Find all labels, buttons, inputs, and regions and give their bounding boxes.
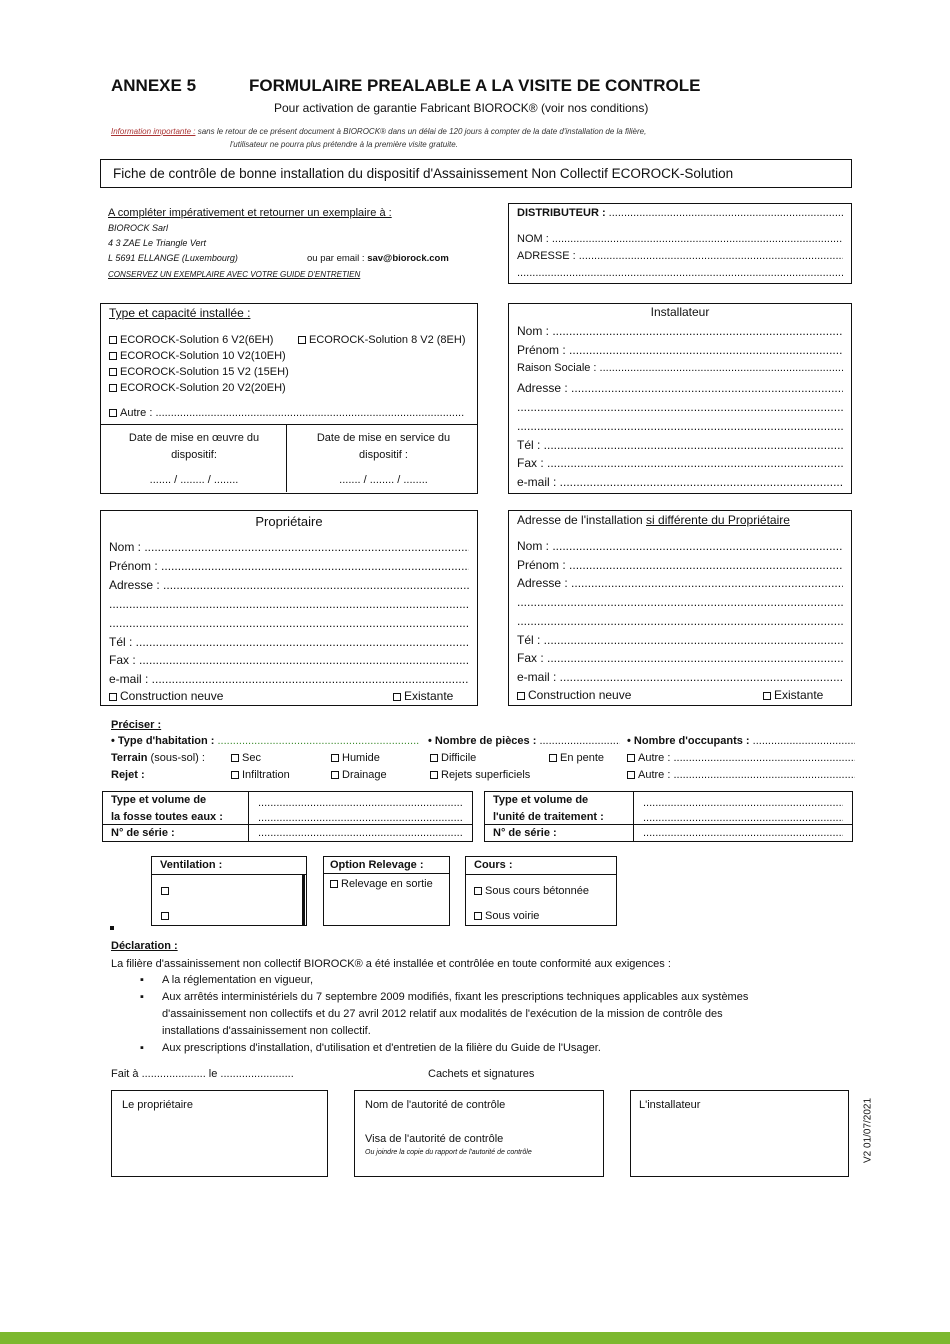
declaration-bullet-2c: installations d'assainissement non collectif. (162, 1025, 371, 1037)
distributeur-nom-row[interactable] (517, 233, 843, 245)
adresse-prenom-row[interactable] (517, 558, 843, 572)
installateur-adresse-row-2[interactable] (517, 400, 843, 414)
declaration-bullet-1-mark: ▪ (140, 974, 144, 986)
fosse-serie-field[interactable] (258, 827, 463, 839)
preciser-title: Préciser : (111, 719, 162, 731)
fiche-title: Fiche de contrôle de bonne installation du dispositif d'Assainissement Non Collectif ECOROCK-Solution (113, 166, 734, 181)
option-6eh[interactable] (109, 334, 273, 346)
return-email-label: ou par email : (307, 253, 365, 264)
adresse-installation-title-b: si différente du Propriétaire (646, 513, 790, 527)
installateur-adresse-row[interactable] (517, 381, 843, 395)
nombre-occupants-row[interactable] (627, 735, 855, 747)
rejet-label: Rejet : (111, 769, 145, 781)
distributeur-adresse-row[interactable] (517, 250, 843, 262)
adresse-prenom-label: Prénom : (517, 558, 566, 572)
divider (485, 824, 852, 825)
distributeur-box (508, 203, 852, 284)
date-mise-oeuvre-label: Date de mise en œuvre du dispositif: (128, 432, 260, 461)
difficile-label: Difficile (441, 752, 477, 764)
option-8eh-label: ECOROCK-Solution 8 V2 (8EH) (309, 334, 466, 346)
option-autre-rejet[interactable] (627, 769, 855, 781)
declaration-title: Déclaration : (111, 940, 178, 952)
proprietaire-construction-neuve[interactable] (109, 689, 223, 703)
fosse-volume-field[interactable] (258, 812, 463, 824)
adresse-adresse-row-3[interactable] (517, 614, 843, 628)
option-en-pente[interactable] (549, 752, 604, 764)
proprietaire-title: Propriétaire (255, 514, 323, 529)
checkbox-autre-rejet[interactable] (627, 771, 635, 779)
nombre-occupants-label: • Nombre d'occupants : (627, 735, 750, 747)
sec-label: Sec (242, 752, 261, 764)
installateur-fax-row[interactable] (517, 456, 843, 470)
proprietaire-adresse-row-2[interactable] (109, 597, 469, 611)
nombre-pieces-label: • Nombre de pièces : (428, 735, 537, 747)
terrain-label-row (111, 752, 205, 764)
option-drainage[interactable] (331, 769, 387, 781)
option-20eh-label: ECOROCK-Solution 20 V2(20EH) (120, 382, 286, 394)
option-8eh[interactable] (298, 334, 466, 346)
installateur-email-label: e-mail : (517, 475, 557, 489)
declaration-intro: La filière d'assainissement non collectif BIOROCK® a été installée et contrôlée en toute conformité aux exigences : (111, 958, 671, 970)
date-mise-service-field[interactable]: ....... / ........ / ........ (339, 474, 428, 486)
checkbox-ventilation-2[interactable] (161, 912, 169, 920)
return-email[interactable]: sav@biorock.com (367, 253, 449, 264)
declaration-bullet-2b: d'assainissement non collectifs et du 27 avril 2012 relatif aux modalités de l'exécution de la mission de contrôle des (162, 1008, 723, 1020)
info-line-1 (111, 127, 646, 136)
checkbox-sous-cours[interactable] (474, 887, 482, 895)
adresse-installation-box (508, 510, 852, 706)
version-label: V2 01/07/2021 (862, 1097, 874, 1164)
installateur-email-row[interactable] (517, 475, 843, 489)
existante-label: Existante (404, 689, 454, 703)
option-humide[interactable] (331, 752, 380, 764)
option-relevage[interactable] (330, 876, 440, 893)
divider (324, 873, 449, 874)
distributeur-row[interactable] (517, 207, 843, 219)
declaration-bullet-3: Aux prescriptions d'installation, d'utilisation et d'entretien de la filière du Guide de l'Usager. (162, 1042, 601, 1054)
autre-terrain-label: Autre : (638, 752, 671, 764)
unite-volume-field[interactable] (643, 812, 843, 824)
checkbox-existante[interactable] (393, 693, 401, 701)
info-text-1: sans le retour de ce présent document à BIOROCK® dans un délai de 120 jours à compter de la date d'installation de la filière, (197, 127, 647, 136)
proprietaire-prenom-label: Prénom : (109, 559, 158, 573)
divider (101, 424, 477, 425)
option-infiltration[interactable] (231, 769, 290, 781)
adresse-existante-label: Existante (774, 688, 824, 702)
checkbox-adresse-existante[interactable] (763, 692, 771, 700)
unite-type-field[interactable] (643, 797, 843, 809)
return-email-row (307, 253, 449, 264)
ventilation-box (151, 856, 307, 926)
adresse-tel-row[interactable] (517, 633, 843, 647)
signature-installateur-box[interactable] (630, 1090, 849, 1177)
divider (103, 824, 472, 825)
fosse-label-2: la fosse toutes eaux : (111, 811, 223, 823)
option-difficile[interactable] (430, 752, 476, 764)
adresse-existante[interactable] (763, 688, 823, 702)
checkbox-15eh[interactable] (109, 368, 117, 376)
type-habitation-label: • Type d'habitation : (111, 735, 215, 747)
divider (248, 792, 249, 841)
adresse-nom-row[interactable] (517, 539, 843, 553)
autorite-nom-label: Nom de l'autorité de contrôle (365, 1099, 506, 1111)
unite-serie-label: N° de série : (493, 827, 557, 839)
distributeur-adresse-label: ADRESSE : (517, 250, 576, 262)
page-title: FORMULAIRE PREALABLE A LA VISITE DE CONTROLE (249, 76, 701, 95)
cachets-label: Cachets et signatures (428, 1068, 535, 1080)
option-autre-terrain[interactable] (627, 752, 855, 764)
distributeur-adresse-row-2[interactable] (517, 267, 843, 279)
divider (633, 792, 634, 841)
rejets-superficiels-label: Rejets superficiels (441, 769, 531, 781)
checkbox-humide[interactable] (331, 754, 339, 762)
option-15eh[interactable] (109, 366, 289, 378)
adresse-tel-label: Tél : (517, 633, 541, 647)
installateur-adresse-row-3[interactable] (517, 419, 843, 433)
signature-installateur-label: L'installateur (639, 1099, 701, 1111)
page-subtitle: Pour activation de garantie Fabricant BIOROCK® (voir nos conditions) (274, 101, 649, 115)
terrain-sub-label: (sous-sol) : (150, 752, 205, 764)
adresse-adresse-row-2[interactable] (517, 595, 843, 609)
distributeur-nom-label: NOM : (517, 233, 549, 245)
proprietaire-tel-label: Tél : (109, 635, 133, 649)
option-10eh-label: ECOROCK-Solution 10 V2(10EH) (120, 350, 286, 362)
proprietaire-adresse-label: Adresse : (109, 578, 160, 592)
sous-cours-label: Sous cours bétonnée (485, 885, 589, 897)
type-capacite-title: Type et capacité installée : (109, 306, 251, 320)
declaration-bullet-2a: Aux arrêtés interministériels du 7 septembre 2009 modifiés, fixant les prescriptions techniques applicables aux systèmes (162, 991, 749, 1003)
distributeur-label: DISTRIBUTEUR : (517, 207, 606, 219)
checkbox-rejets-superficiels[interactable] (430, 771, 438, 779)
adresse-email-label: e-mail : (517, 670, 557, 684)
fosse-serie-label: N° de série : (111, 827, 175, 839)
option-10eh[interactable] (109, 350, 286, 362)
signature-proprietaire-box[interactable] (111, 1090, 328, 1177)
adresse-installation-title (517, 513, 790, 527)
checkbox-6eh[interactable] (109, 336, 117, 344)
unite-label-2: l'unité de traitement : (493, 811, 604, 823)
declaration-bullet-3-mark: ▪ (140, 1042, 144, 1054)
nombre-pieces-row[interactable] (428, 735, 620, 747)
adresse-fax-row[interactable] (517, 651, 843, 665)
adresse-nom-label: Nom : (517, 539, 550, 553)
cours-box (465, 856, 617, 926)
checkbox-adresse-construction-neuve[interactable] (517, 692, 525, 700)
option-20eh[interactable] (109, 382, 286, 394)
installateur-prenom-row[interactable] (517, 343, 843, 357)
divider (286, 424, 287, 492)
checkbox-autre[interactable] (109, 409, 117, 417)
proprietaire-tel-row[interactable] (109, 635, 469, 649)
type-capacite-box (100, 303, 478, 494)
installateur-prenom-label: Prénom : (517, 343, 566, 357)
installateur-nom-label: Nom : (517, 324, 550, 338)
option-sous-voirie[interactable] (474, 910, 539, 922)
proprietaire-email-label: e-mail : (109, 672, 149, 686)
checkbox-sous-voirie[interactable] (474, 912, 482, 920)
return-heading: A compléter impérativement et retourner un exemplaire à : (108, 207, 392, 219)
option-sous-cours[interactable] (474, 885, 589, 897)
option-15eh-label: ECOROCK-Solution 15 V2 (15EH) (120, 366, 289, 378)
cours-title: Cours : (474, 859, 513, 871)
date-mise-service-label: Date de mise en service du dispositif : (316, 432, 451, 461)
signature-proprietaire-label: Le propriétaire (122, 1099, 193, 1111)
sous-voirie-label: Sous voirie (485, 910, 540, 922)
return-company: BIOROCK Sarl (108, 223, 169, 233)
unite-serie-field[interactable] (643, 827, 843, 839)
en-pente-label: En pente (560, 752, 605, 764)
checkbox-20eh[interactable] (109, 384, 117, 392)
option-sec[interactable] (231, 752, 261, 764)
fosse-type-field[interactable] (258, 797, 463, 809)
adresse-adresse-label: Adresse : (517, 576, 568, 590)
installateur-raison-row[interactable] (517, 362, 843, 374)
checkbox-en-pente[interactable] (549, 754, 557, 762)
installateur-adresse-label: Adresse : (517, 381, 568, 395)
annex-number: ANNEXE 5 (111, 76, 197, 95)
construction-neuve-label: Construction neuve (120, 689, 224, 703)
date-mise-oeuvre-field[interactable]: ....... / ........ / ........ (149, 474, 239, 486)
relevage-box (323, 856, 450, 926)
proprietaire-adresse-row[interactable] (109, 578, 469, 592)
autre-rejet-label: Autre : (638, 769, 671, 781)
humide-label: Humide (342, 752, 380, 764)
type-habitation-row[interactable] (111, 735, 419, 747)
return-address1: 4 3 ZAE Le Triangle Vert (108, 238, 207, 248)
checkbox-autre-terrain[interactable] (627, 754, 635, 762)
ventilation-title: Ventilation : (160, 859, 223, 871)
relevage-title: Option Relevage : (330, 859, 424, 871)
info-label: Information importante : (111, 127, 196, 136)
installateur-tel-label: Tél : (517, 438, 541, 452)
keep-note: CONSERVEZ UN EXEMPLAIRE AVEC VOTRE GUIDE D'ENTRETIEN (108, 270, 361, 279)
info-text-2: l'utilisateur ne pourra plus prétendre à la première visite gratuite. (230, 140, 458, 149)
fosse-label-1: Type et volume de (111, 794, 207, 806)
adresse-installation-title-a: Adresse de l'installation (517, 513, 643, 527)
proprietaire-prenom-row[interactable] (109, 559, 469, 573)
option-6eh-label: ECOROCK-Solution 6 V2(6EH) (120, 334, 274, 346)
installateur-title: Installateur (650, 305, 710, 319)
drainage-label: Drainage (342, 769, 387, 781)
installateur-fax-label: Fax : (517, 456, 544, 470)
proprietaire-box (100, 510, 478, 706)
proprietaire-existante[interactable] (393, 689, 453, 703)
checkbox-8eh[interactable] (298, 336, 306, 344)
footer-accent-bar (0, 1332, 950, 1344)
return-address2: L 5691 ELLANGE (Luxembourg) (108, 253, 238, 263)
proprietaire-nom-row[interactable] (109, 540, 469, 554)
fait-a-field[interactable]: Fait à ..................... le ........................ (111, 1068, 294, 1080)
divider (302, 874, 305, 926)
adresse-fax-label: Fax : (517, 651, 544, 665)
unite-label-1: Type et volume de (493, 794, 589, 806)
installateur-tel-row[interactable] (517, 438, 843, 452)
fosse-box (102, 791, 473, 842)
adresse-email-row[interactable] (517, 670, 843, 684)
terrain-label: Terrain (111, 752, 148, 764)
option-autre-label: Autre : (120, 407, 153, 419)
relevage-option-label: Relevage en sortie (341, 878, 433, 890)
checkbox-construction-neuve[interactable] (109, 693, 117, 701)
proprietaire-fax-label: Fax : (109, 653, 136, 667)
autorite-visa-label: Visa de l'autorité de contrôle (365, 1133, 504, 1145)
installateur-box (508, 303, 852, 494)
checkbox-sec[interactable] (231, 754, 239, 762)
declaration-bullet-2-mark: ▪ (140, 991, 144, 1003)
divider (466, 874, 616, 875)
option-autre[interactable] (109, 407, 464, 419)
checkbox-relevage[interactable] (330, 880, 338, 888)
adresse-adresse-row[interactable] (517, 576, 843, 590)
installateur-nom-row[interactable] (517, 324, 843, 338)
proprietaire-fax-row[interactable] (109, 653, 469, 667)
adresse-construction-neuve-label: Construction neuve (528, 688, 632, 702)
option-rejets-superficiels[interactable] (430, 769, 530, 781)
declaration-bullet-1: A la réglementation en vigueur, (162, 974, 314, 986)
signature-autorite-box[interactable] (354, 1090, 604, 1177)
autorite-note: Ou joindre la copie du rapport de l'autorité de contrôle (365, 1149, 532, 1156)
installateur-raison-label: Raison Sociale : (517, 362, 597, 374)
infiltration-label: Infiltration (242, 769, 290, 781)
adresse-construction-neuve[interactable] (517, 688, 631, 702)
checkbox-10eh[interactable] (109, 352, 117, 360)
proprietaire-adresse-row-3[interactable] (109, 616, 469, 630)
divider (152, 874, 306, 875)
fiche-title-box (100, 159, 852, 188)
checkbox-infiltration[interactable] (231, 771, 239, 779)
bullet-mark (110, 926, 114, 930)
checkbox-drainage[interactable] (331, 771, 339, 779)
proprietaire-email-row[interactable] (109, 672, 469, 686)
unite-box (484, 791, 853, 842)
checkbox-ventilation-1[interactable] (161, 887, 169, 895)
proprietaire-nom-label: Nom : (109, 540, 142, 554)
checkbox-difficile[interactable] (430, 754, 438, 762)
